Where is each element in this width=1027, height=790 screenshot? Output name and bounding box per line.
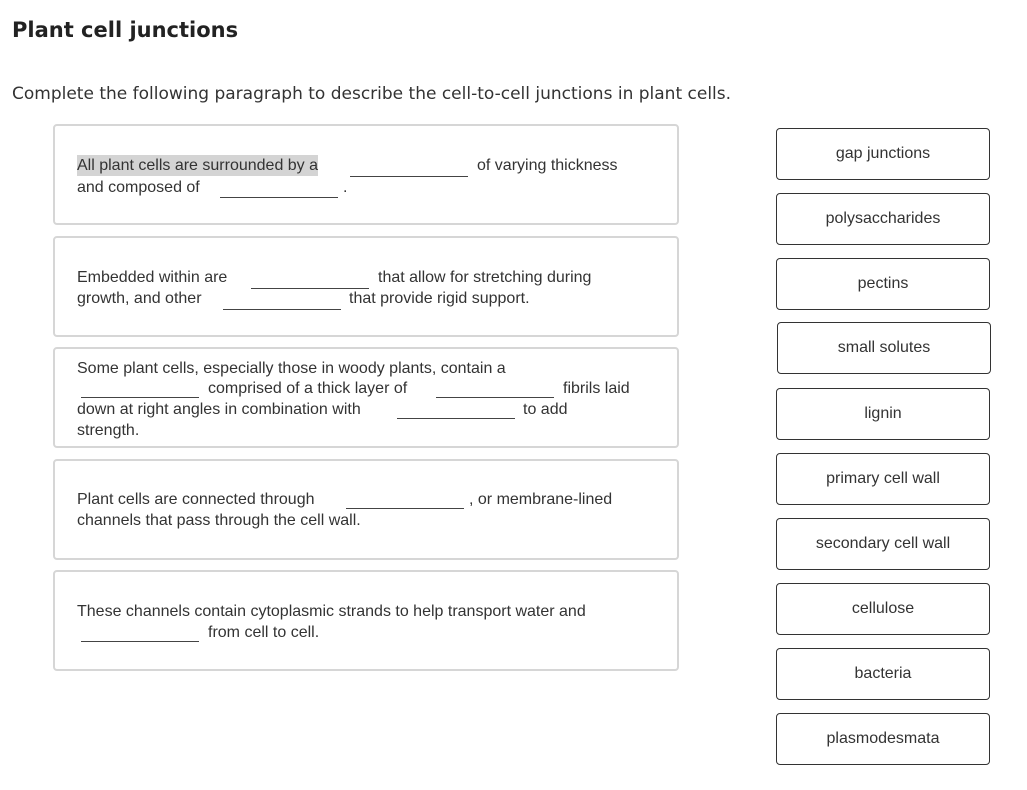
- answer-blank[interactable]: [436, 397, 554, 398]
- sentence-text: Embedded within are: [77, 269, 228, 286]
- word-chip-label: polysaccharides: [825, 210, 941, 227]
- word-chip-secondary-cell-wall[interactable]: [776, 518, 990, 570]
- word-chip-label: cellulose: [851, 600, 915, 617]
- word-chip-polysaccharides[interactable]: [776, 193, 990, 245]
- answer-blank[interactable]: [223, 309, 341, 310]
- answer-blank[interactable]: [397, 418, 515, 419]
- answer-blank[interactable]: [220, 197, 338, 198]
- word-chip-label: small solutes: [837, 339, 931, 356]
- sentence-text: comprised of a thick layer of: [208, 380, 408, 397]
- word-chip-label: secondary cell wall: [815, 535, 951, 552]
- word-chip-lignin[interactable]: [776, 388, 990, 440]
- sentence-card-2: [53, 236, 679, 337]
- sentence-card-4: [53, 459, 679, 560]
- sentence-text: from cell to cell.: [208, 624, 320, 641]
- sentence-card-3: [53, 347, 679, 448]
- word-chip-label: lignin: [864, 405, 902, 422]
- word-chip-bacteria[interactable]: [776, 648, 990, 700]
- sentence-text: of varying thickness: [477, 157, 618, 174]
- word-chip-plasmodesmata[interactable]: [776, 713, 990, 765]
- word-chip-label: bacteria: [854, 665, 912, 682]
- answer-blank[interactable]: [350, 176, 468, 177]
- word-chip-small-solutes[interactable]: [777, 322, 991, 374]
- sentence-text: that allow for stretching during: [378, 269, 592, 286]
- word-chip-pectins[interactable]: [776, 258, 990, 310]
- word-chip-primary-cell-wall[interactable]: [776, 453, 990, 505]
- sentence-text: fibrils laid: [563, 380, 630, 397]
- word-chip-label: gap junctions: [835, 145, 931, 162]
- sentence-text: , or membrane-lined: [469, 491, 613, 508]
- sentence-card-1: [53, 124, 679, 225]
- sentence-text: Plant cells are connected through: [77, 491, 315, 508]
- sentence-text: channels that pass through the cell wall.: [77, 512, 361, 529]
- word-chip-label: primary cell wall: [826, 470, 940, 487]
- sentence-text: These channels contain cytoplasmic strands to help transport water and: [77, 603, 586, 620]
- word-chip-gap-junctions[interactable]: [776, 128, 990, 180]
- answer-blank[interactable]: [81, 641, 199, 642]
- sentence-card-5: [53, 570, 679, 671]
- instructions: Complete the following paragraph to describe the cell-to-cell junctions in plant cells.: [12, 84, 732, 104]
- sentence-text: growth, and other: [77, 290, 202, 307]
- sentence-text: and composed of: [77, 179, 200, 196]
- sentence-text: down at right angles in combination with: [77, 401, 361, 418]
- word-chip-label: pectins: [857, 275, 909, 292]
- sentence-text: that provide rigid support.: [349, 290, 530, 307]
- word-chip-label: plasmodesmata: [826, 730, 940, 747]
- answer-blank[interactable]: [346, 508, 464, 509]
- sentence-text: All plant cells are surrounded by a: [77, 157, 319, 174]
- answer-blank[interactable]: [81, 397, 199, 398]
- word-chip-cellulose[interactable]: [776, 583, 990, 635]
- sentence-text: Some plant cells, especially those in woody plants, contain a: [77, 360, 506, 377]
- page-title: Plant cell junctions: [12, 18, 239, 42]
- sentence-text: to add: [523, 401, 568, 418]
- sentence-text: .: [343, 179, 348, 196]
- sentence-text: strength.: [77, 422, 140, 439]
